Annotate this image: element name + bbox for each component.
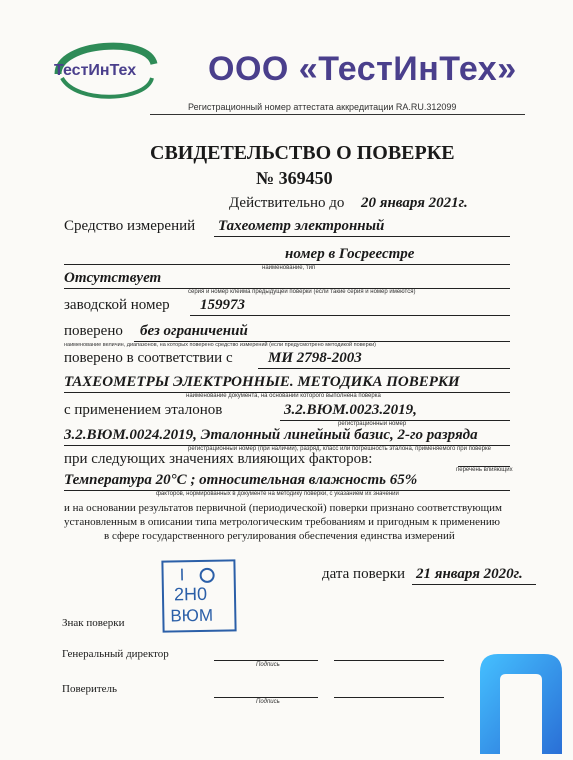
date-label: дата поверки bbox=[322, 566, 406, 582]
hint-verified: наименование величин, диапазонов, на которых поверено средство измерений (если предусмотрено методикой поверки) bbox=[64, 342, 376, 348]
hint-standards: регистрационный номер (при наличии), разряд, класс или погрешность эталона, применяемого при поверке bbox=[188, 446, 492, 452]
corner-logo-icon bbox=[476, 650, 566, 754]
document-number: № 369450 bbox=[256, 168, 333, 188]
document-title: СВИДЕТЕЛЬСТВО О ПОВЕРКЕ bbox=[150, 142, 455, 164]
hint-standard-top: регистрационный номер bbox=[338, 421, 407, 427]
standards-value-2: 3.2.ВЮМ.0024.2019, Эталонный линейный базис, 2-го разряда bbox=[64, 427, 478, 443]
mark-label: Знак поверки bbox=[62, 617, 125, 629]
accordance-label: поверено в соответствии с bbox=[64, 350, 233, 366]
valid-until-label: Действительно до bbox=[229, 195, 345, 211]
conclusion-line-1: и на основании результатов первичной (периодической) поверки признано соответствующим bbox=[64, 502, 502, 514]
hint-series: серия и номер клейма предыдущей поверки (если такие серия и номер имеются) bbox=[188, 289, 416, 295]
stamp-line-3: ВЮМ bbox=[170, 605, 214, 626]
director-label: Генеральный директор bbox=[62, 648, 169, 660]
hint-factors-list: перечень влияющих bbox=[456, 467, 513, 473]
valid-until-date: 20 января 2021г. bbox=[361, 195, 468, 211]
conclusion-line-3: в сфере государственного регулирования обеспечения единства измерений bbox=[104, 530, 455, 542]
conclusion-line-2: установленным в описании типа метрологическим требованиям и пригодным к применению bbox=[64, 516, 500, 528]
hint-factors: факторов, нормированных в документе на методику поверки, с указанием их значений bbox=[156, 491, 399, 497]
corner-logo bbox=[476, 650, 566, 754]
stamp-line-1: I bbox=[179, 565, 185, 585]
stamp-line-2: 2Н0 bbox=[173, 583, 208, 605]
company-logo bbox=[48, 34, 160, 104]
company-name: ООО «ТестИнТех» bbox=[208, 50, 517, 88]
serial-value: 159973 bbox=[200, 297, 245, 313]
hint-method: наименование документа, на основании которого выполнена поверка bbox=[186, 393, 381, 399]
method-value: ТАХЕОМЕТРЫ ЭЛЕКТРОННЫЕ. МЕТОДИКА ПОВЕРКИ bbox=[64, 374, 460, 390]
signature-hint-verifier: Подпись bbox=[256, 699, 280, 705]
verification-stamp bbox=[161, 559, 236, 632]
standards-value: 3.2.ВЮМ.0023.2019, bbox=[284, 402, 417, 418]
series-value: Отсутствует bbox=[64, 270, 162, 286]
standards-label: с применением эталонов bbox=[64, 402, 223, 418]
hint-name-type: наименование, тип bbox=[262, 265, 316, 271]
instrument-value: Тахеометр электронный bbox=[218, 218, 385, 234]
verifier-label: Поверитель bbox=[62, 683, 118, 695]
verified-label: поверено bbox=[64, 323, 123, 339]
accreditation-number: Регистрационный номер аттестата аккредитации RA.RU.312099 bbox=[188, 102, 457, 112]
logo-text: ТестИнТех bbox=[54, 62, 137, 79]
factors-label: при следующих значениях влияющих факторов: bbox=[64, 451, 373, 467]
signature-hint-director: Подпись bbox=[256, 662, 280, 668]
date-value: 21 января 2020г. bbox=[416, 566, 523, 582]
stamp-mark-icon bbox=[200, 568, 215, 583]
accordance-value: МИ 2798-2003 bbox=[268, 350, 362, 366]
serial-label: заводской номер bbox=[64, 297, 170, 313]
factors-value: Температура 20°С ; относительная влажность 65% bbox=[64, 472, 418, 488]
registry-value: номер в Госреестре bbox=[285, 246, 415, 262]
verified-value: без ограничений bbox=[140, 323, 248, 339]
instrument-label: Средство измерений bbox=[64, 218, 196, 234]
